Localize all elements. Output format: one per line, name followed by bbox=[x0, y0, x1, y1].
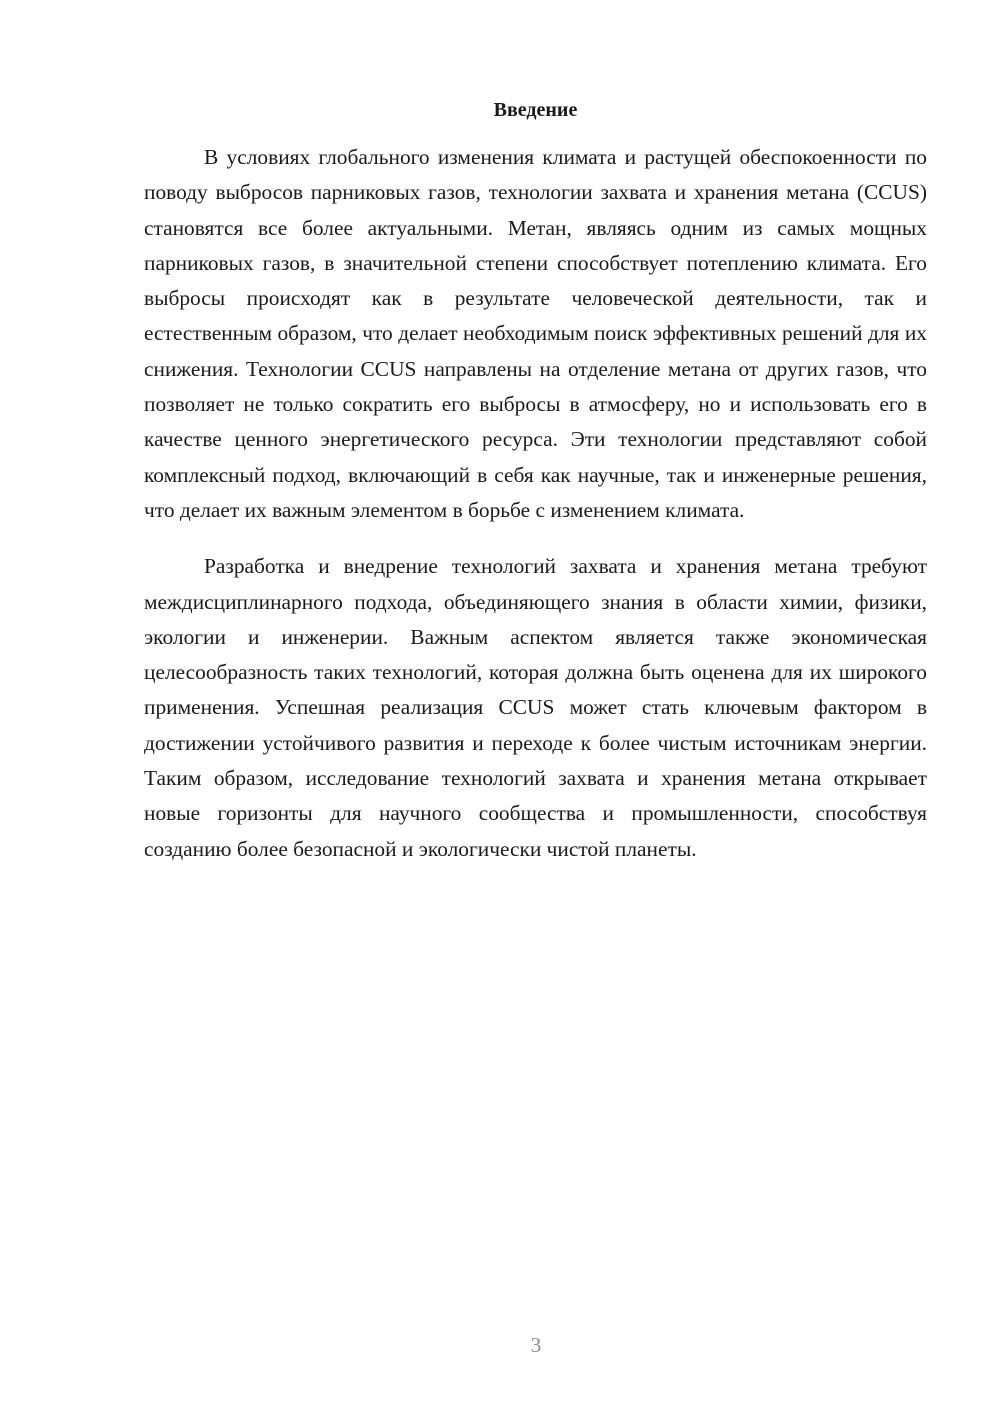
section-heading: Введение bbox=[493, 99, 578, 121]
paragraph-1: В условиях глобального изменения климата и растущей обеспокоенности по поводу выбросов парниковых газов, технологии захвата и хранения метана (CCUS) становятся все более актуальными. Метан, являясь одним из самых мощных парниковых газов, в значительной степени способствует потеплению климата. Его выбросы происходят как в результате человеческой деятельности, так и естественным образом, что делает необходимым поиск эффективных решений для их снижения. Технологии CCUS направлены на отделение метана от других газов, что позволяет не только сократить его выбросы в атмосферу, но и использовать его в качестве ценного энергетического ресурса. Эти технологии представляют собой комплексный подход, включающий в себя как научные, так и инженерные решения, что делает их важным элементом в борьбе с изменением климата. bbox=[144, 145, 927, 522]
paragraph-2: Разработка и внедрение технологий захвата и хранения метана требуют междисциплинарного подхода, объединяющего знания в области химии, физики, экологии и инженерии. Важным аспектом является также экономическая целесообразность таких технологий, которая должна быть оценена для их широкого применения. Успешная реализация CCUS может стать ключевым фактором в достижении устойчивого развития и переходе к более чистым источникам энергии. Таким образом, исследование технологий захвата и хранения метана открывает новые горизонты для научного сообщества и промышленности, способствуя созданию более безопасной и экологически чистой планеты. bbox=[144, 554, 927, 861]
page-number: 3 bbox=[530, 1333, 542, 1357]
page-content bbox=[144, 92, 927, 867]
